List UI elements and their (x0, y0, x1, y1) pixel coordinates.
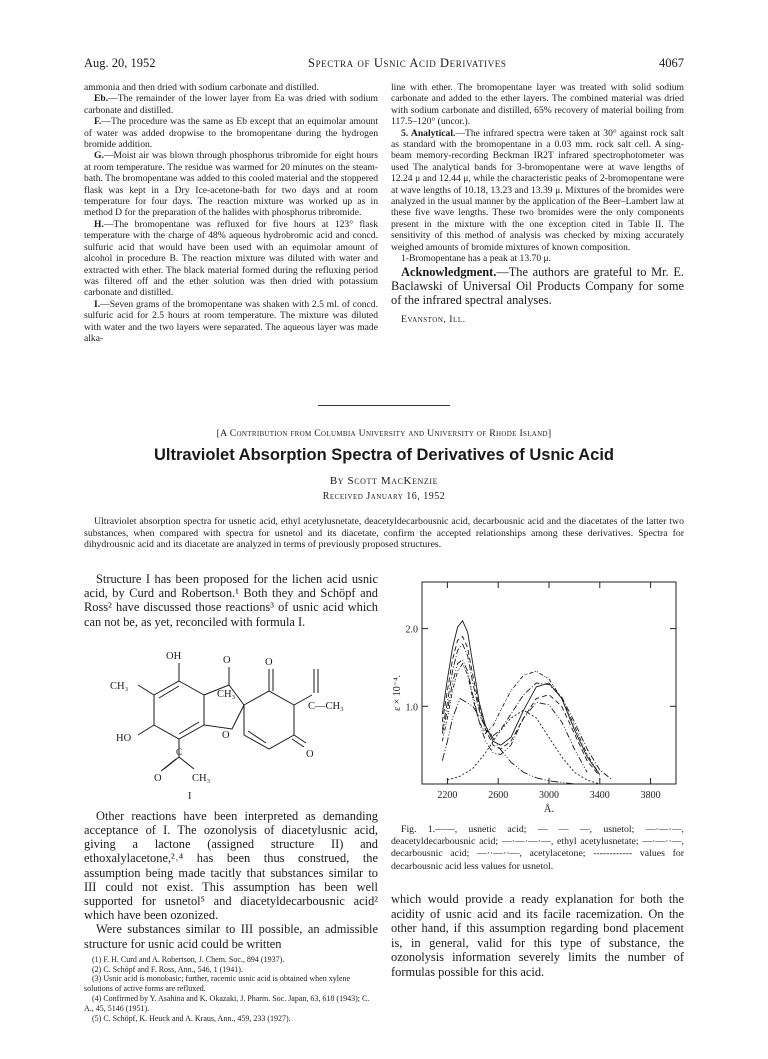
label-o: O (223, 654, 231, 666)
label-o: O (154, 772, 162, 784)
x-tick-label: 2600 (488, 790, 509, 801)
paragraph: Were substances similar to III possible, an admissible structure for usnic acid could be written (84, 922, 378, 951)
contribution-line: [A Contribution from Columbia University and University of Rhode Island] (216, 428, 552, 439)
body-left-column (84, 572, 378, 1023)
footnote: (5) C. Schöpf, K. Heuck and A. Kraus, Ann., 459, 233 (1927). (92, 1013, 291, 1023)
label-ho: HO (116, 732, 132, 744)
top-left-column (84, 82, 378, 344)
bond (161, 759, 176, 771)
paragraph (84, 116, 378, 150)
x-tick-label: 2200 (437, 790, 458, 801)
paragraph (84, 219, 378, 299)
footnote: (4) Confirmed by Y. Asahina and K. Okazaki, J. Pharm. Soc. Japan, 63, 618 (1943); C. A., 45, 5146 (1951). (84, 994, 370, 1013)
caption-text: Fig. 1.——, usnetic acid; — — —, usnetol; —·—·—, deacetyldecarbousnic acid; —·—·—·—, ethyl acetylusnetate; —·—··—, decarbousnic acid; —··—··—, acetylacetone; ------------ values for decarbousnic acid less values for usnetol. (391, 824, 684, 872)
footnote: (3) Usnic acid is monobasic; further, racemic usnic acid is obtained when xylene solutions of active forms are refluxed. (84, 974, 351, 994)
paragraph: which would provide a ready explanation for both the acidity of usnic acid and its facile racemization. On the other hand, if this assumption regarding bond placement is, in general, valid for this type of substance, the ozonolysis information severely limits the number of formulas possible for this acid. (391, 892, 684, 979)
paragraph (391, 128, 684, 253)
paragraph-text: —The bromopentane was refluxed for five hours at 123° flask temperature with the charge of 48% aqueous hydrobromic acid and concd. sulfuric acid that would have been used with an equimolar amount of alcohol in procedure B. The reaction mixture was diluted with water and extracted with ether. The black material formed during the refluxing period was filtered off and the ether solution was then dried with potassium carbonate and distilled. (84, 218, 378, 299)
paragraph: Other reactions have been interpreted as demanding acceptance of I. The ozonolysis of diacetylusnic acid, giving a lactone (assigned structure II) and ethoxalylacetone,²˒⁴ has been thus construed, the assumption being made tacitly that substances similar to III could not exist. This assumption has been well supported for usnetol⁵ and diacetyldecarbousnic acid² which have been ozonized. (84, 808, 378, 923)
x-tick-label: 3800 (640, 790, 661, 801)
x-tick-label: 3000 (539, 790, 559, 801)
bond (248, 731, 266, 743)
label-ring-o: O (222, 729, 230, 741)
article-title: Ultraviolet Absorption Spectra of Derivatives of Usnic Acid (154, 446, 614, 464)
footnotes (84, 955, 378, 1024)
x-axis-label: Å. (543, 804, 555, 815)
paragraph-text: —Moist air was blown through phosphorus tribromide for eight hours at room temperature. The residue was warmed for 20 minutes on the steam-bath. The bromopentane was added to this cooled material and the stoppered flask was kept in a Dry Ice-acetone-bath for two days and at room temperature for four days. The reaction mixture was worked up as in method D for the preparation of the halides with phosphorus tribromide. (84, 150, 378, 219)
acknowledgment-text: —The authors are grateful to Mr. E. Baclawski of Universal Oil Products Company for some of the infrared spectral analyses. (391, 264, 684, 308)
y-axis-label: ε × 10⁻⁴. (392, 674, 403, 712)
paragraph-text: —The remainder of the lower layer from Ea was dried with sodium carbonate and distilled. (84, 93, 378, 116)
footnote: (2) C. Schöpf and F. Ross, Ann., 546, 1 (1941). (92, 964, 243, 974)
label-o: O (306, 748, 314, 760)
paragraph-text: —The procedure was the same as Eb except that an equimolar amount of water was added dropwise to the bromopentane during the hydrogen bromide addition. (84, 116, 378, 151)
figure-caption (391, 824, 684, 873)
label-o: O (265, 656, 273, 668)
benzene-ring (154, 681, 204, 739)
series-line-7 (447, 710, 599, 784)
run-in-head: I. (94, 298, 101, 310)
label-ch3: CH₃ (110, 680, 129, 692)
bond (138, 685, 154, 695)
run-in-head: H. (94, 218, 104, 230)
bond (179, 722, 199, 734)
bond (138, 725, 154, 735)
x-tick-label: 3400 (589, 790, 610, 801)
run-in-head: Eb. (94, 93, 109, 105)
paragraph (84, 93, 378, 116)
top-right-column (391, 82, 684, 325)
paragraph: line with ether. The bromopentane layer was treated with solid sodium carbonate and added to the ether layers. The combined material was dried with sodium carbonate and distilled, 65% recovery of material boiling from 117.5–120° (uncor.). (391, 82, 684, 128)
label-oh: OH (166, 650, 182, 662)
series-line-6 (442, 699, 574, 785)
label-ch3: CH₃ (192, 772, 211, 784)
acknowledgment-head: Acknowledgment. (401, 264, 497, 279)
paragraph: ammonia and then dried with sodium carbonate and distilled. (84, 82, 319, 93)
label-c: C (176, 746, 183, 757)
body-right-column (391, 892, 684, 980)
run-in-head: F. (94, 116, 102, 128)
acknowledgment (391, 265, 684, 308)
series-line-2 (442, 636, 600, 776)
paragraph-text: —Seven grams of the bromopentane was shaken with 2.5 ml. of concd. sulfuric acid for 2.5 hours at room temperature. The mixture was diluted with water and the two layers were separated. The aqueous layer was made alka- (84, 298, 378, 344)
header-title: Spectra of Usnic Acid Derivatives (308, 56, 507, 70)
run-in-head: G. (94, 150, 104, 162)
figure-1-chart (388, 576, 684, 816)
abstract: Ultraviolet absorption spectra for usnetic acid, ethyl acetylusnetate, deacetyldecarbousnic acid, decarbousnic acid and the diacetates of the latter two substances, when compared with spectra for usnetol and its diacetate, confirm the accepted relationships among these derivatives. Spectra for dihydrousnic acid and its diacetate are analyzed in terms of previously proposed structures. (84, 516, 684, 551)
structure-formula-i (84, 633, 378, 803)
run-in-head: 5. Analytical. (401, 127, 456, 139)
paragraph (84, 299, 378, 345)
city-line: Evanston, Ill. (401, 313, 466, 325)
cyclohexadienone-ring (244, 691, 294, 749)
formula-number: I (188, 790, 192, 802)
header-page-number: 4067 (659, 56, 684, 70)
label-ch3: CH₃ (217, 688, 236, 700)
paragraph-text: —The infrared spectra were taken at 30° against rock salt as standard with the bromopentane in a 0.03 mm. rock salt cell. A sing-beam memory-recording Beckman IR2T infrared spectrophotometer was used The analytical bands for 3-bromopentane were at wave lengths of 12.24 μ and 12.44 μ, while the characteristic peaks of 2-bromopentane were at wave lengths of 10.18, 13.23 and 13.39 μ. Mixtures of the bromides were analyzed in the usual manner by the application of the Beer–Lambert law at these five wave lengths. These two bromides were the only components present in the mixture with the one exception cited in Table II. The sensitivity of this method of analysis was checked by mixing accurately weighed amounts of bromide mixtures of known composition. (391, 127, 684, 253)
series-line-4 (442, 660, 587, 773)
running-header (84, 56, 684, 71)
footnote: (1) F. H. Curd and A. Robertson, J. Chem. Soc., 894 (1937). (92, 954, 285, 964)
y-tick-label: 1.0 (405, 702, 418, 714)
bond (179, 757, 194, 769)
header-date: Aug. 20, 1952 (84, 56, 156, 70)
author-line: By Scott MacKenzie (329, 475, 439, 487)
bond (159, 686, 179, 698)
paragraph (84, 150, 378, 218)
y-tick-label: 2.0 (405, 624, 418, 636)
paragraph: Structure I has been proposed for the lichen acid usnic acid, by Curd and Robertson.¹ Both they and Schöpf and Ross² have discussed those reactions³ of usnic acid which can not be, as yet, reconciled with formula I. (84, 572, 378, 629)
section-divider (318, 405, 450, 406)
uv-spectrum-chart (388, 576, 684, 816)
label-acetyl: C—CH₃ (308, 700, 344, 712)
paragraph: 1-Bromopentane has a peak at 13.70 μ. (401, 253, 552, 265)
received-date: Received January 16, 1952 (322, 491, 446, 502)
series-line-5 (442, 664, 600, 775)
